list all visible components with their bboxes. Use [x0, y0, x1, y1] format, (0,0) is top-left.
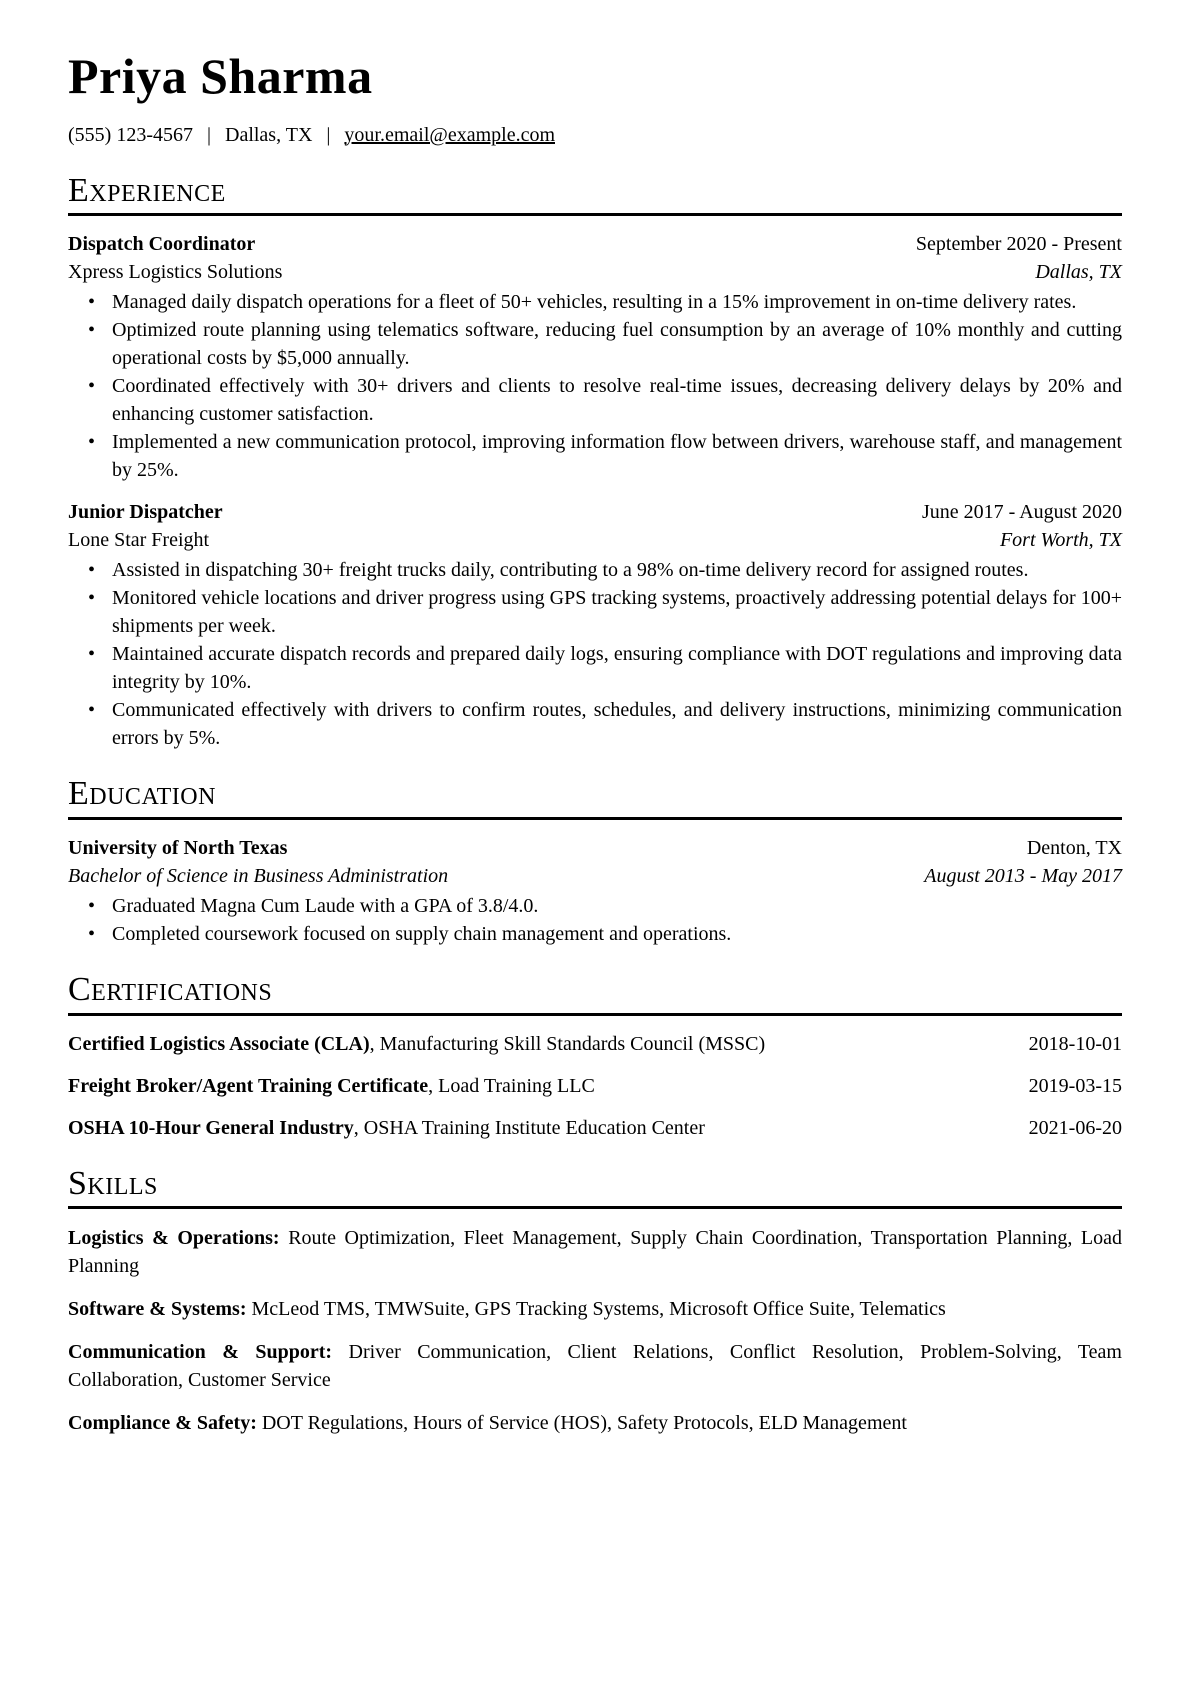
skill-row: [68, 1224, 1122, 1280]
bullet-item: • Managed daily dispatch operations for a fleet of 50+ vehicles, resulting in a 15% improvement in on-time delivery rates.: [112, 288, 1122, 316]
certification-issuer: , Load Training LLC: [428, 1074, 595, 1097]
certification-issuer: , OSHA Training Institute Education Center: [353, 1116, 705, 1139]
section-experience: [68, 173, 1122, 753]
bullet-item: • Monitored vehicle locations and driver progress using GPS tracking systems, proactively addressing potential delays for 100+ shipments per week.: [112, 584, 1122, 640]
section-title-experience: Experience: [68, 173, 1122, 217]
bullet-list: [68, 892, 1122, 948]
bullet-item: • Coordinated effectively with 30+ drivers and clients to resolve real-time issues, decreasing delivery delays by 20% and enhancing customer satisfaction.: [112, 372, 1122, 428]
bullet-list: [68, 556, 1122, 752]
section-education: [68, 776, 1122, 948]
job-dates: September 2020 - Present: [915, 233, 1122, 256]
section-certifications: [68, 972, 1122, 1142]
skill-row: [68, 1409, 1122, 1437]
job-location: Fort Worth, TX: [999, 529, 1122, 552]
bullet-item: • Graduated Magna Cum Laude with a GPA of 3.8/4.0.: [112, 892, 1122, 920]
education-dates: August 2013 - May 2017: [924, 864, 1122, 887]
section-title-certifications: Certifications: [68, 972, 1122, 1016]
certification-name: Freight Broker/Agent Training Certificate: [68, 1074, 429, 1097]
skill-row: [68, 1295, 1122, 1323]
job-location: Dallas, TX: [1035, 261, 1122, 284]
contact-separator: |: [326, 123, 331, 146]
job-company: Lone Star Freight: [68, 529, 210, 552]
phone-number: (555) 123-4567: [68, 123, 193, 146]
certification-date: 2018-10-01: [1028, 1032, 1122, 1055]
certification-date: 2021-06-20: [1028, 1116, 1122, 1139]
page-title: Priya Sharma: [68, 48, 373, 104]
contact-location: Dallas, TX: [225, 123, 313, 146]
job-title: Dispatch Coordinator: [68, 233, 256, 256]
skill-category-label: Compliance & Safety:: [68, 1412, 257, 1435]
skill-row: [68, 1338, 1122, 1394]
job-entry: [68, 230, 1122, 484]
certification-row: [68, 1030, 1122, 1058]
bullet-item: • Communicated effectively with drivers to confirm routes, schedules, and delivery instructions, minimizing communication errors by 5%.: [112, 696, 1122, 752]
skill-category-label: Communication & Support:: [68, 1341, 333, 1364]
degree: Bachelor of Science in Business Administration: [68, 864, 449, 887]
certification-text: [68, 1072, 625, 1100]
bullet-item: • Maintained accurate dispatch records and prepared daily logs, ensuring compliance with DOT regulations and improving data integrity by 10%.: [112, 640, 1122, 696]
skill-list: DOT Regulations, Hours of Service (HOS), Safety Protocols, ELD Management: [261, 1412, 907, 1435]
skill-list: McLeod TMS, TMWSuite, GPS Tracking Systems, Microsoft Office Suite, Telematics: [251, 1298, 946, 1321]
certification-text: [68, 1114, 735, 1142]
job-entry: [68, 498, 1122, 752]
job-title: Junior Dispatcher: [68, 501, 223, 524]
certification-name: OSHA 10-Hour General Industry: [68, 1116, 354, 1139]
bullet-list: [68, 288, 1122, 484]
bullet-item: • Optimized route planning using telematics software, reducing fuel consumption by an average of 10% monthly and cutting operational costs by $5,000 annually.: [112, 316, 1122, 372]
school-location: Denton, TX: [1026, 836, 1122, 859]
email-link[interactable]: your.email@example.com: [344, 123, 555, 146]
bullet-item: • Completed coursework focused on supply chain management and operations.: [112, 920, 1122, 948]
certification-date: 2019-03-15: [1028, 1074, 1122, 1097]
section-skills: [68, 1166, 1122, 1438]
certification-name: Certified Logistics Associate (CLA): [68, 1032, 370, 1055]
school-name: University of North Texas: [68, 836, 288, 859]
skill-list: Driver Communication, Client Relations, Conflict Resolution, Problem-Solving, Team Collaboration, Customer Service: [68, 1341, 1122, 1392]
certification-row: [68, 1114, 1122, 1142]
certification-row: [68, 1072, 1122, 1100]
skill-list: Route Optimization, Fleet Management, Supply Chain Coordination, Transportation Planning, Load Planning: [68, 1227, 1123, 1278]
section-title-education: Education: [68, 776, 1122, 820]
certification-text: [68, 1030, 795, 1058]
skill-category-label: Logistics & Operations:: [68, 1227, 280, 1250]
job-company: Xpress Logistics Solutions: [68, 261, 283, 284]
contact-separator: |: [206, 123, 211, 146]
certification-issuer: , Manufacturing Skill Standards Council (MSSC): [369, 1032, 766, 1055]
education-entry: [68, 834, 1122, 948]
section-title-skills: Skills: [68, 1166, 1122, 1210]
bullet-item: • Implemented a new communication protocol, improving information flow between drivers, warehouse staff, and management by 25%.: [112, 428, 1122, 484]
job-dates: June 2017 - August 2020: [922, 501, 1122, 524]
contact-line: [68, 121, 1122, 149]
skill-category-label: Software & Systems:: [68, 1298, 247, 1321]
bullet-item: • Assisted in dispatching 30+ freight trucks daily, contributing to a 98% on-time delivery record for assigned routes.: [112, 556, 1122, 584]
